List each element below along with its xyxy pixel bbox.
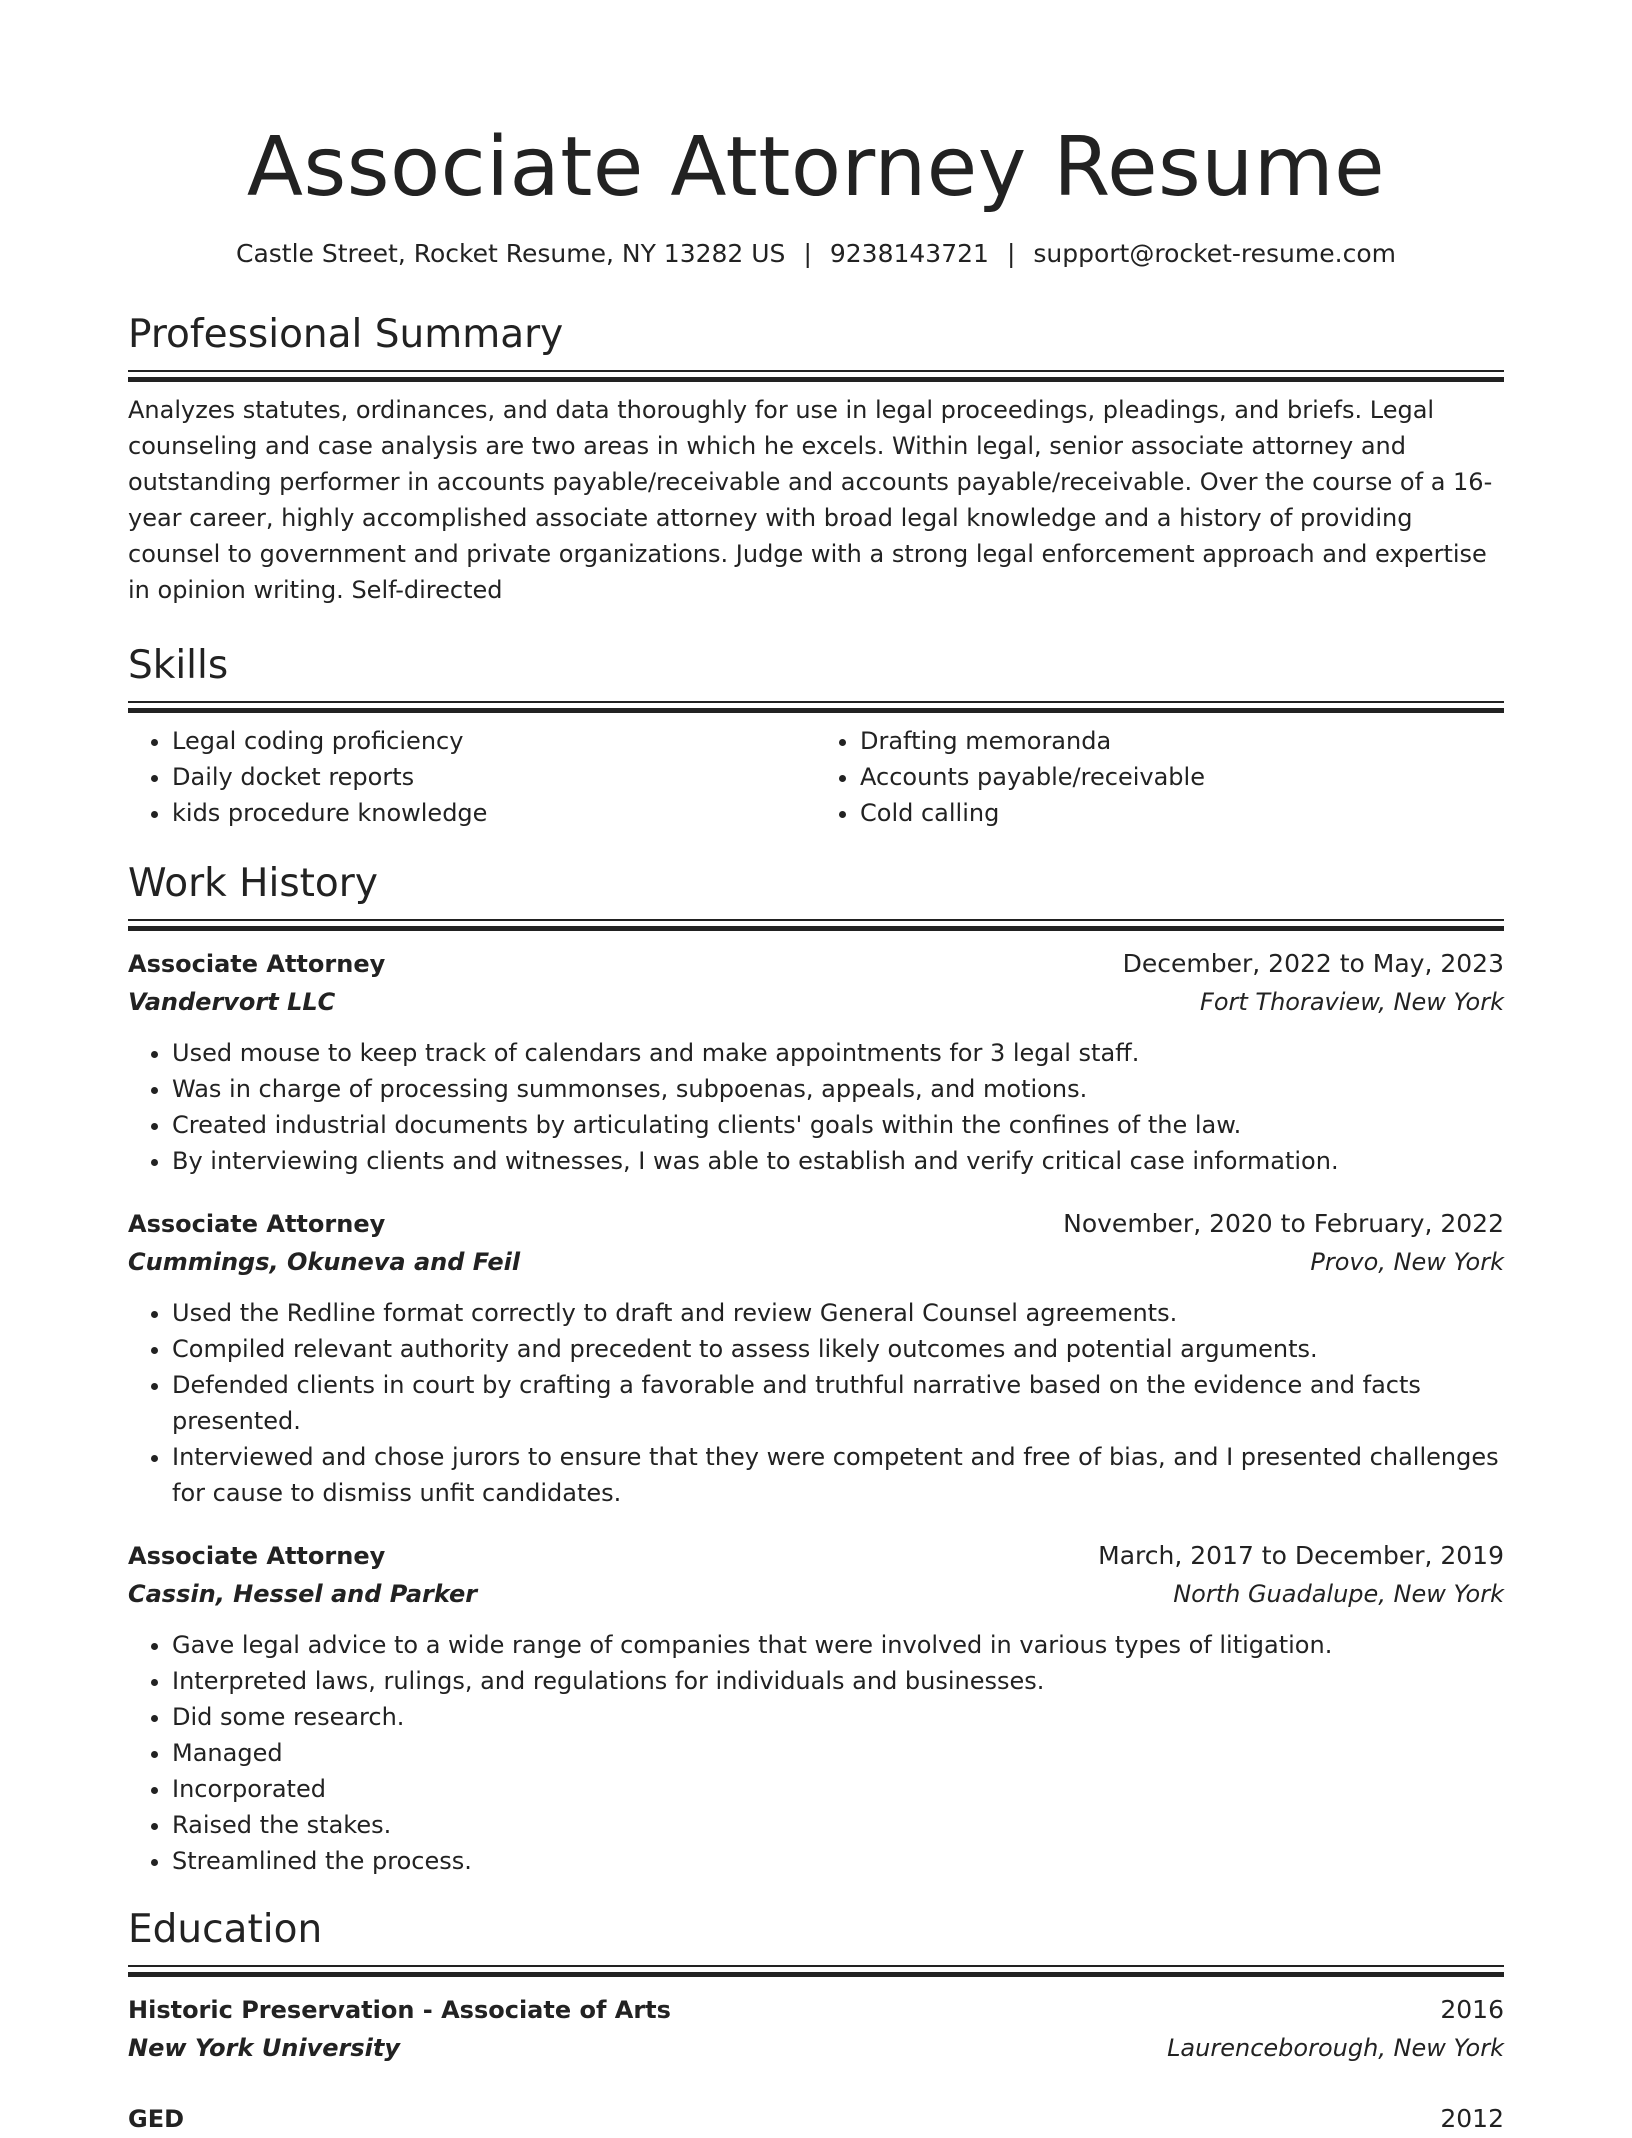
skills-right-list	[816, 723, 1504, 831]
job-bullet: • Used the Redline format correctly to draft and review General Counsel agreements.	[172, 1295, 1504, 1331]
job-bullet: • Used mouse to keep track of calendars and make appointments for 3 legal staff.	[172, 1035, 1504, 1071]
job-header	[128, 945, 1504, 983]
education-entry	[128, 1991, 1504, 2067]
job-location: North Guadalupe, New York	[1173, 1580, 1504, 1608]
job-company: Cassin, Hessel and Parker	[128, 1580, 478, 1608]
skill-item: • Daily docket reports	[172, 759, 816, 795]
section-heading-education: Education	[128, 1907, 323, 1952]
job-bullet: • By interviewing clients and witnesses, I was able to establish and verify critical case information.	[172, 1143, 1504, 1179]
section-divider	[128, 1965, 1504, 1977]
job-bullet: • Was in charge of processing summonses, subpoenas, appeals, and motions.	[172, 1071, 1504, 1107]
education-year: 2012	[1440, 2104, 1504, 2133]
education-header	[128, 1991, 1504, 2029]
job-subheader	[128, 983, 1504, 1021]
section-divider	[128, 701, 1504, 713]
job-title: Associate Attorney	[128, 950, 386, 978]
skill-item: • Accounts payable/receivable	[860, 759, 1504, 795]
education-header	[128, 2100, 1504, 2138]
job-bullet: • Interviewed and chose jurors to ensure that they were competent and free of bias, and I presented challenges for cause to dismiss unfit candidates.	[172, 1439, 1504, 1511]
job-bullet: • Defended clients in court by crafting a favorable and truthful narrative based on the evidence and facts presented.	[172, 1367, 1504, 1439]
skills-section	[128, 641, 1504, 831]
summary-section	[128, 310, 1504, 608]
job-title: Associate Attorney	[128, 1210, 386, 1238]
job-bullet: • Incorporated	[172, 1771, 1504, 1807]
job-bullet-list	[128, 1295, 1504, 1511]
job-bullet: • Raised the stakes.	[172, 1807, 1504, 1843]
job-subheader	[128, 1243, 1504, 1281]
resume-title: Associate Attorney Resume	[246, 120, 1386, 215]
job-dates: November, 2020 to February, 2022	[1063, 1209, 1504, 1238]
contact-line	[128, 236, 1504, 272]
job-company: Cummings, Okuneva and Feil	[128, 1248, 521, 1276]
skills-left-list	[128, 723, 816, 831]
skill-item: • Legal coding proficiency	[172, 723, 816, 759]
job-entry	[128, 945, 1504, 1179]
job-bullet: • Gave legal advice to a wide range of companies that were involved in various types of litigation.	[172, 1627, 1504, 1663]
education-entry	[128, 2100, 1504, 2138]
contact-email: support@rocket-resume.com	[1033, 239, 1396, 268]
job-bullet-list	[128, 1627, 1504, 1879]
job-header	[128, 1537, 1504, 1575]
work-history-section	[128, 859, 1504, 1879]
education-subheader	[128, 2029, 1504, 2067]
job-bullet: • Compiled relevant authority and precedent to assess likely outcomes and potential arguments.	[172, 1331, 1504, 1367]
job-company: Vandervort LLC	[128, 988, 336, 1016]
section-divider	[128, 919, 1504, 931]
job-header	[128, 1205, 1504, 1243]
section-divider	[128, 370, 1504, 382]
education-degree: GED	[128, 2105, 185, 2133]
education-degree: Historic Preservation - Associate of Arts	[128, 1996, 671, 2024]
skill-item: • kids procedure knowledge	[172, 795, 816, 831]
job-subheader	[128, 1575, 1504, 1613]
job-entry	[128, 1205, 1504, 1511]
education-section	[128, 1905, 1504, 2138]
education-year: 2016	[1440, 1995, 1504, 2024]
education-school: New York University	[128, 2034, 401, 2062]
section-heading-summary: Professional Summary	[128, 312, 564, 357]
job-title: Associate Attorney	[128, 1542, 386, 1570]
job-location: Fort Thoraview, New York	[1200, 988, 1504, 1016]
section-heading-work-history: Work History	[128, 861, 378, 906]
skill-item: • Drafting memoranda	[860, 723, 1504, 759]
skills-columns	[128, 723, 1504, 831]
contact-separator: |	[1006, 239, 1016, 268]
summary-text: Analyzes statutes, ordinances, and data thoroughly for use in legal proceedings, pleadings, and briefs. Legal counseling and case analysis are two areas in which he excels. Within legal, senior associate attorney and outstanding performer in accounts payable/receivable and accounts payable/receivable. Over the course of a 16-year career, highly accomplished associate attorney with broad legal knowledge and a history of providing counsel to government and private organizations. Judge with a strong legal enforcement approach and expertise in opinion writing. Self-directed	[128, 396, 1493, 604]
job-bullet: • Managed	[172, 1735, 1504, 1771]
contact-address: Castle Street, Rocket Resume, NY 13282 US	[236, 239, 786, 268]
contact-separator: |	[803, 239, 812, 268]
job-entry	[128, 1537, 1504, 1879]
job-bullet: • Streamlined the process.	[172, 1843, 1504, 1879]
section-heading-skills: Skills	[128, 643, 229, 688]
job-bullet: • Did some research.	[172, 1699, 1504, 1735]
job-bullet: • Interpreted laws, rulings, and regulations for individuals and businesses.	[172, 1663, 1504, 1699]
job-bullet-list	[128, 1035, 1504, 1179]
education-location: Laurenceborough, New York	[1167, 2034, 1504, 2062]
job-dates: March, 2017 to December, 2019	[1098, 1541, 1504, 1570]
job-location: Provo, New York	[1310, 1248, 1504, 1276]
skill-item: • Cold calling	[860, 795, 1504, 831]
job-dates: December, 2022 to May, 2023	[1122, 949, 1504, 978]
job-bullet: • Created industrial documents by articulating clients' goals within the confines of the law.	[172, 1107, 1504, 1143]
contact-phone: 9238143721	[829, 239, 989, 268]
